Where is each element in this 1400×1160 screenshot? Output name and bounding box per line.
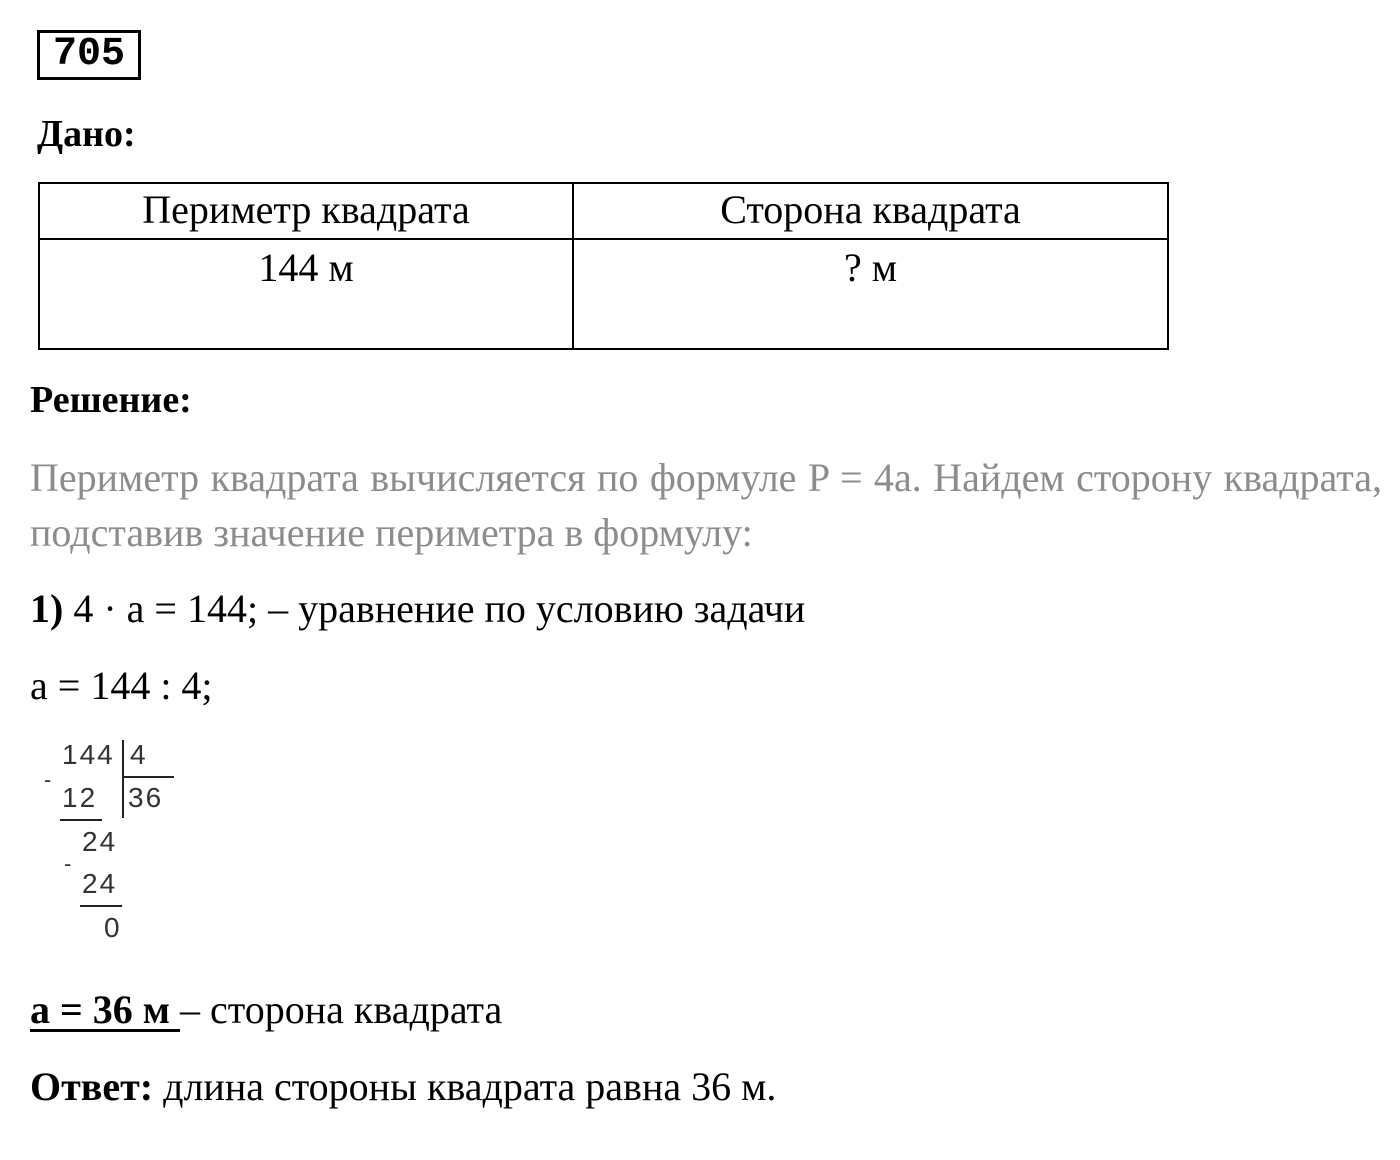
step-1-equation: 4 · a = 144; — [73, 586, 259, 631]
result-comment: – сторона квадрата — [180, 987, 503, 1032]
division-line-2 — [80, 905, 122, 907]
step-1-comment: – уравнение по условию задачи — [268, 586, 806, 631]
answer-line — [30, 1062, 776, 1112]
division-line-1 — [60, 819, 102, 821]
division-minus-1: - — [44, 767, 54, 792]
value-perimeter: 144 м — [39, 239, 573, 349]
answer-text: длина стороны квадрата равна 36 м. — [163, 1064, 777, 1109]
division-divisor-underline — [122, 776, 174, 778]
division-subtrahend-2: 24 — [82, 868, 118, 899]
division-remainder-1: 24 — [82, 826, 118, 857]
header-side: Сторона квадрата — [573, 183, 1168, 239]
value-side: ? м — [573, 239, 1168, 349]
given-heading: Дано: — [37, 113, 136, 155]
step-1 — [30, 584, 805, 634]
step-2-equation: a = 144 : 4; — [30, 663, 213, 708]
given-table — [38, 182, 1169, 350]
answer-label: Ответ: — [30, 1064, 154, 1109]
long-division — [40, 735, 200, 950]
division-divisor: 4 — [130, 739, 148, 770]
division-minus-2: - — [64, 851, 74, 876]
division-final-remainder: 0 — [104, 912, 122, 943]
solution-heading: Решение: — [30, 379, 192, 421]
division-quotient: 36 — [128, 782, 164, 813]
task-number: 705 — [37, 30, 141, 80]
division-subtrahend-1: 12 — [62, 782, 98, 813]
result-value: a = 36 м — [30, 987, 181, 1032]
division-dividend: 144 — [62, 739, 115, 770]
step-1-number: 1) — [30, 586, 64, 631]
result-line — [30, 985, 502, 1035]
given-table-header-row — [39, 183, 1168, 239]
given-table-value-row — [39, 239, 1168, 349]
header-perimeter: Периметр квадрата — [39, 183, 573, 239]
explanation-text: Периметр квадрата вычисляется по формуле P = 4a. Найдем сторону квадрата, подставив значение периметра в формулу: — [30, 455, 1382, 555]
division-vertical-bar — [122, 740, 124, 818]
